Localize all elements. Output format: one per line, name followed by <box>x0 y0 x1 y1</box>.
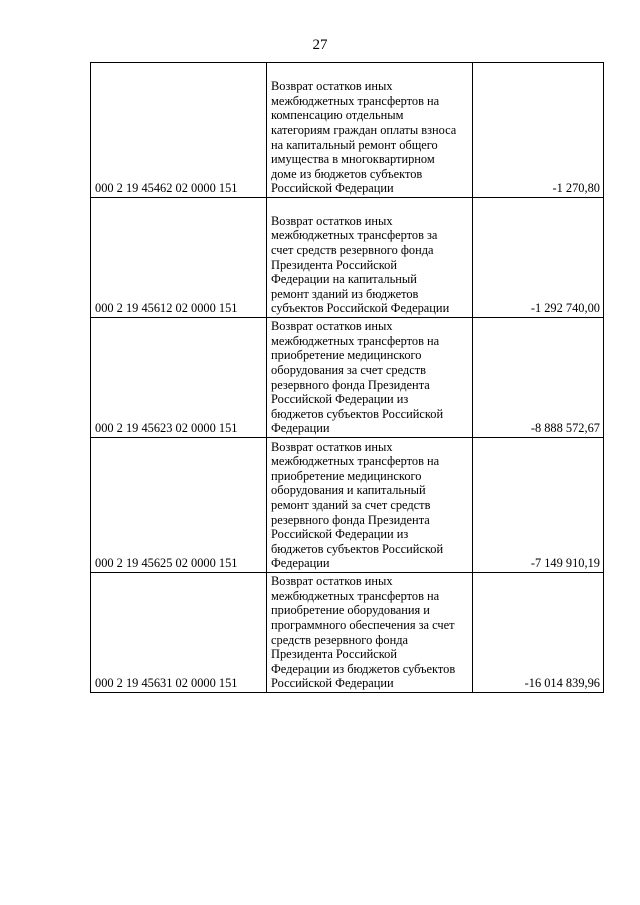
page-number: 27 <box>312 37 328 53</box>
description-line: счет средств резервного фонда <box>271 243 434 258</box>
table-row <box>91 198 604 318</box>
budget-table-body <box>91 63 604 693</box>
description-line: программного обеспечения за счет <box>271 618 455 633</box>
description-line: Возврат остатков иных <box>271 213 393 228</box>
table-row <box>91 318 604 438</box>
description-line: Федерации <box>271 421 330 436</box>
budget-table <box>90 62 604 693</box>
description-line: Возврат остатков иных <box>271 79 393 94</box>
description-line: межбюджетных трансфертов на <box>271 454 440 469</box>
description-line: на капитальный ремонт общего <box>271 137 438 152</box>
description-line: Российской Федерации из <box>271 527 409 542</box>
description-line: Федерации <box>271 556 330 571</box>
description-line: межбюджетных трансфертов на <box>271 93 440 108</box>
description-cell <box>267 318 473 438</box>
description-line: средств резервного фонда <box>271 632 409 647</box>
description-line: Возврат остатков иных <box>271 319 393 334</box>
description-line: приобретение медицинского <box>271 468 422 483</box>
amount-cell: -16 014 839,96 <box>473 573 604 693</box>
description-line: Президента Российской <box>271 257 397 272</box>
budget-code-cell: 000 2 19 45612 02 0000 151 <box>91 198 267 318</box>
description-line: Федерации из бюджетов субъектов <box>271 661 456 676</box>
budget-code-cell: 000 2 19 45462 02 0000 151 <box>91 63 267 198</box>
description-line: Возврат остатков иных <box>271 574 393 589</box>
table-row <box>91 573 604 693</box>
description-line: резервного фонда Президента <box>271 512 430 527</box>
description-line: ремонт зданий из бюджетов <box>271 286 419 301</box>
description-line: бюджетов субъектов Российской <box>271 406 444 421</box>
amount-cell: -1 292 740,00 <box>473 198 604 318</box>
description-line: Федерации на капитальный <box>271 272 417 287</box>
description-line: межбюджетных трансфертов на <box>271 588 440 603</box>
description-line: Президента Российской <box>271 647 397 662</box>
description-cell <box>267 438 473 573</box>
description-cell <box>267 198 473 318</box>
description-line: резервного фонда Президента <box>271 377 430 392</box>
description-line: межбюджетных трансфертов за <box>271 228 438 243</box>
description-line: приобретение медицинского <box>271 348 422 363</box>
amount-cell: -8 888 572,67 <box>473 318 604 438</box>
budget-code-cell: 000 2 19 45631 02 0000 151 <box>91 573 267 693</box>
description-line: межбюджетных трансфертов на <box>271 333 440 348</box>
amount-cell: -7 149 910,19 <box>473 438 604 573</box>
description-line: бюджетов субъектов Российской <box>271 541 444 556</box>
description-line: компенсацию отдельным <box>271 108 404 123</box>
table-row <box>91 438 604 573</box>
description-line: Российской Федерации <box>271 181 394 196</box>
table-row <box>91 63 604 198</box>
description-line: категориям граждан оплаты взноса <box>271 123 457 138</box>
description-line: доме из бюджетов субъектов <box>271 166 423 181</box>
amount-cell: -1 270,80 <box>473 63 604 198</box>
description-cell <box>267 63 473 198</box>
description-line: имущества в многоквартирном <box>271 152 435 167</box>
budget-code-cell: 000 2 19 45625 02 0000 151 <box>91 438 267 573</box>
description-line: ремонт зданий за счет средств <box>271 498 431 513</box>
description-cell <box>267 573 473 693</box>
description-line: субъектов Российской Федерации <box>271 301 450 316</box>
description-line: приобретение оборудования и <box>271 603 430 618</box>
description-line: Российской Федерации <box>271 676 394 691</box>
budget-code-cell: 000 2 19 45623 02 0000 151 <box>91 318 267 438</box>
description-line: оборудования за счет средств <box>271 363 426 378</box>
description-line: Возврат остатков иных <box>271 439 393 454</box>
description-line: Российской Федерации из <box>271 392 409 407</box>
description-line: оборудования и капитальный <box>271 483 426 498</box>
